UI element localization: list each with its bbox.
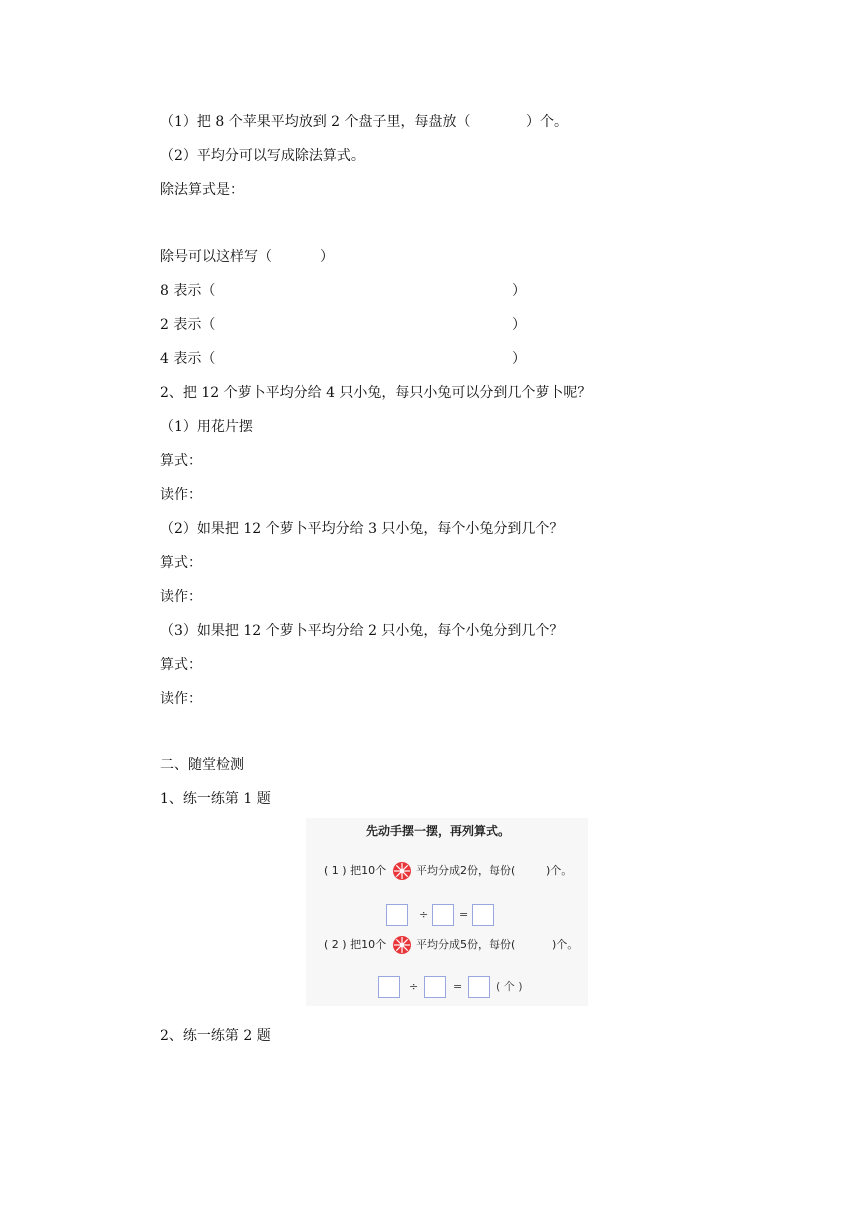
eight-means-close: ） <box>512 283 526 299</box>
answer-box <box>424 976 446 998</box>
equals-sign: = <box>453 980 463 993</box>
division-sign-label: 除号可以这样写（ <box>160 249 272 265</box>
figure-q2-suffix: 平均分成5份，每份( <box>416 938 516 951</box>
question-1-2: （2）平均分可以写成除法算式。 <box>160 148 365 164</box>
eight-means-label: 8 表示（ <box>160 283 216 299</box>
division-formula-label: 除法算式是： <box>160 182 244 198</box>
figure-title: 先动手摆一摆，再列算式。 <box>366 824 511 838</box>
question-2: 2、把 12 个萝卜平均分给 4 只小兔，每只小兔可以分到几个萝卜呢？ <box>160 385 592 401</box>
figure-q2-prefix: ( 2 ) 把10个 <box>324 938 387 951</box>
question-1-1: （1）把 8 个苹果平均放到 2 个盘子里，每盘放（ <box>160 114 471 130</box>
four-means-close: ） <box>512 351 526 367</box>
figure-q2-end: )个。 <box>552 938 579 951</box>
two-means-close: ） <box>512 317 526 333</box>
answer-box <box>386 904 408 926</box>
divide-sign: ÷ <box>419 908 429 921</box>
section-heading-quiz: 二、随堂检测 <box>160 757 244 773</box>
read-as-label: 读作： <box>160 487 202 503</box>
question-2-3: （3）如果把 12 个萝卜平均分给 2 只小兔，每个小兔分到几个？ <box>160 623 564 639</box>
formula-label: 算式： <box>160 453 202 469</box>
question-1-1-close: ）个。 <box>526 114 568 130</box>
read-as-label: 读作： <box>160 589 202 605</box>
equals-sign: = <box>459 908 469 921</box>
two-means-label: 2 表示（ <box>160 317 216 333</box>
answer-box <box>378 976 400 998</box>
formula-label: 算式： <box>160 657 202 673</box>
divide-sign: ÷ <box>409 980 419 993</box>
answer-box <box>472 904 494 926</box>
exercise-2-label: 2、练一练第 2 题 <box>160 1028 271 1044</box>
question-2-2: （2）如果把 12 个萝卜平均分给 3 只小兔，每个小兔分到几个？ <box>160 521 564 537</box>
figure-q1-prefix: ( 1 ) 把10个 <box>324 864 387 877</box>
answer-box <box>432 904 454 926</box>
question-2-1: （1）用花片摆 <box>160 419 253 435</box>
exercise-1-label: 1、练一练第 1 题 <box>160 791 271 807</box>
read-as-label: 读作： <box>160 691 202 707</box>
formula-label: 算式： <box>160 555 202 571</box>
figure-q1-suffix: 平均分成2份，每份( <box>416 864 516 877</box>
figure-q1-end: )个。 <box>546 864 573 877</box>
flower-icon <box>392 861 412 881</box>
answer-box <box>468 976 490 998</box>
exercise-figure <box>306 818 588 1006</box>
unit-label: ( 个 ) <box>496 980 523 993</box>
flower-icon <box>392 935 412 955</box>
division-sign-close: ） <box>320 249 334 265</box>
four-means-label: 4 表示（ <box>160 351 216 367</box>
